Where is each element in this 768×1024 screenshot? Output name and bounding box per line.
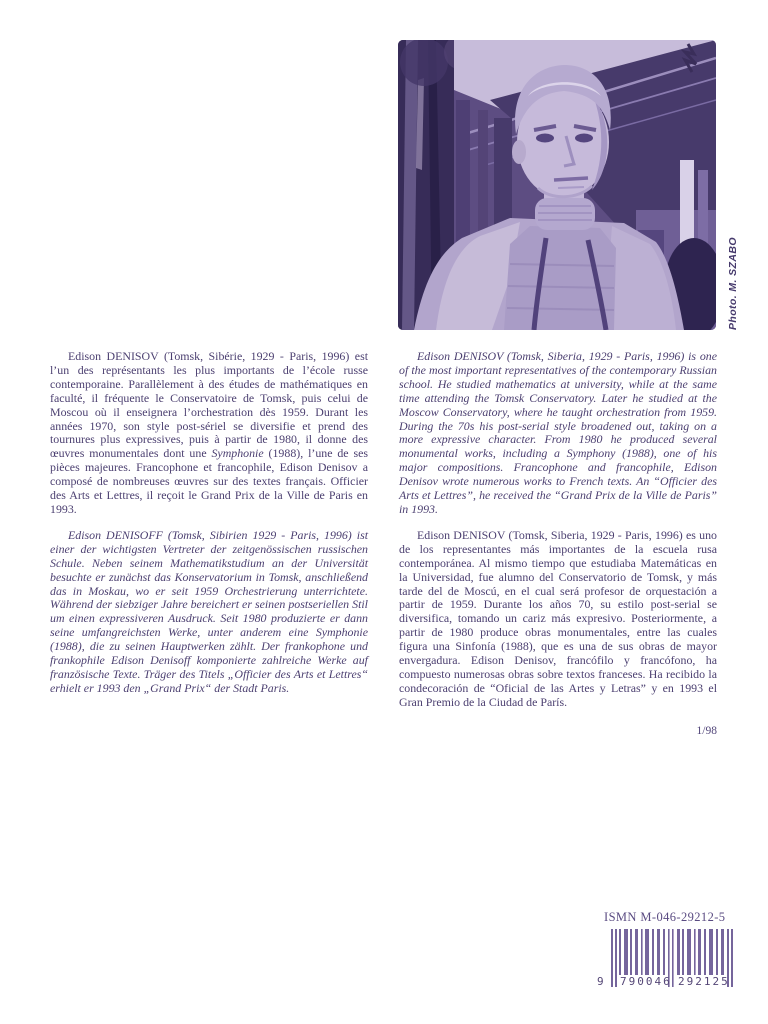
ismn-number: ISMN M-046-29212-5 [604,910,726,924]
text-segment: Symphonie [211,446,264,461]
bio-paragraph-english: Edison DENISOV (Tomsk, Siberia, 1929 - Paris, 1996) is one of the most important representatives of the contemporary Russian school. He studied mathematics at university, while at the same time attending the Tomsk Conservatory. Later he studied at the Moscow Conservatory, where he taught orchestration from 1959. During the 70s his post-serial style broadened out, taking on a more expressive character. From 1980 he produced several monumental works, including a Symphony (1988), one of his major compositions. Francophone and francophile, Edison Denisov wrote numerous works to French texts. An “Officier des Arts et Lettres”, he received the “Grand Prix de la Ville de Paris” in 1993. [399,349,717,516]
text-segment: (1988), l’une de ses pièces majeures. Francophone et francophile, Edison Denisov a composé de nombreuses œuvres sur des textes français. Officier des Arts et Lettres, il reçoit le Grand Prix de la Ville de Paris en 1993. [50,446,368,516]
bio-column-right [399,350,717,739]
barcode-digit-lead: 9 [597,975,604,988]
barcode-digit-group2: 292125 [678,975,730,988]
portrait-illustration [398,40,716,330]
barcode-digit-group1: 790046 [620,975,672,988]
bio-column-left [50,350,368,696]
photo-credit: Photo. M. SZABO [727,237,739,330]
barcode-digits [597,975,735,991]
ean-barcode [597,929,735,995]
denisov-portrait-photo [398,40,716,330]
bio-paragraph-spanish: Edison DENISOV (Tomsk, Siberia, 1929 - Paris, 1996) es uno de los representantes más importantes de la escuela rusa contemporánea. Al mismo tiempo que estudiaba Matemáticas en la Universidad, fue alumno del Conservatorio de Tomsk, y más tarde del de Moscú, en el cual será profesor de orquestación a partir de 1959. Durante los años 70, su estilo post-serial se diversifica, tomando un cariz más expresivo. Posteriormente, a partir de 1980 produce obras monumentales, entre las cuales figura una Sinfonía (1988), que es una de sus obras de mayor envergadura. Edison Denisov, francófilo y francófono, ha compuesto numerosas obras sobre textos franceses. Ha recibido la condecoración de “Oficial de las Artes y Letras” y en 1993 el Gran Premio de la Ciudad de París. [399,527,717,709]
bio-paragraph-french [50,350,368,517]
bio-paragraph-german: Edison DENISOFF (Tomsk, Sibirien 1929 - Paris, 1996) ist einer der wichtigsten Vertreter der zeitgenössischen russischen Schule. Neben seinem Mathematikstudium an der Universität besuchte er zunächst das Konservatorium in Tomsk, anschließend das in Moskau, wo er seit 1959 Orchestrierung unterrichtete. Während der siebziger Jahre bereichert er seinen postseriellen Stil um einen expressiveren Ausdruck. Seit 1980 produzierte er dann seine umfangreichsten Werke, unter anderem eine Symphonie (1988), die zu seinen Hauptwerken zählt. Der frankophone und frankophile Edison Denisoff komponierte zahlreiche Werke auf französische Texte. Träger des Titels „Officier des Arts et Lettres“ erhielt er 1993 den „Grand Prix“ der Stadt Paris. [50,527,368,695]
edition-note: 1/98 [696,724,717,737]
text-segment: Edison DENISOV (Tomsk, Sibérie, 1929 - Paris, 1996) est l’un des représentants les plus importants de l’école russe contemporaine. Parallèlement à des études de mathématiques en faculté, il fréquente le Conservatoire de Tomsk, puis celui de Moscou où il enseignera l’orchestration dès 1959. Durant les années 1970, son style post-sériel se diversifie et prend des tournures plus expressives, puis à partir de 1980, il donne des œuvres monumentales dont une [50,349,368,461]
